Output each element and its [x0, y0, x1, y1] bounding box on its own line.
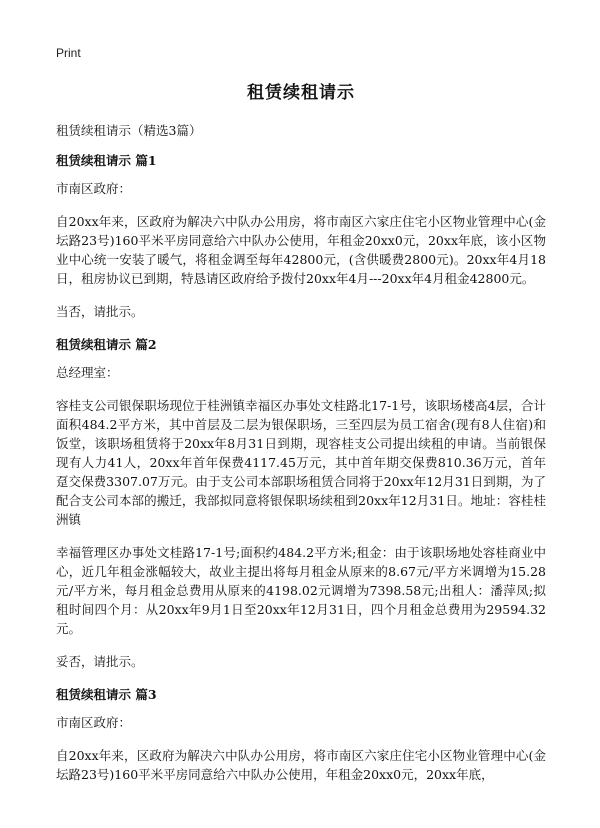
section-3-addressee: 市南区政府： — [56, 715, 132, 730]
section-2-body: 容桂支公司银保职场现位于桂洲镇幸福区办事处文桂路北17-1号，该职场楼高4层，合计面积484.2平方米，其中首层及二层为银保职场，三至四层为员工宿舍(现有8人住宿)和饭堂，该职场租赁将于20xx年8月31日到期，现容桂支公司提出续租的申请。当前银保现有人力41人，20xx年首年保费4117.45万元，其中首年期交保费810.36万元，首年趸交保费3307.07万元。由于支公司本部职场租赁合同将于20xx年12月31日到期，为了配合支公司本部的搬迁，我部拟同意将银保职场续租到20xx年12月31日。地址：容桂桂洲镇 — [56, 398, 546, 527]
print-link[interactable]: Print — [56, 46, 81, 60]
document-title: 租赁续租请示 — [247, 83, 355, 103]
document-subtitle: 租赁续租请示（精选3篇） — [56, 123, 202, 138]
document-content — [56, 78, 546, 798]
section-1-addressee: 市南区政府： — [56, 181, 132, 196]
section-2-body-continued: 幸福管理区办事处文桂路17-1号;面积约484.2平方米;租金：由于该职场地处容桂商业中心，近几年租金涨幅较大，故业主提出将每月租金从原来的8.67元/平方米调增为15.28元/平方米，每月租金总费用从原来的4198.02元调增为7398.58元;出租人：潘萍凤;拟租时间四个月：从20xx年9月1日至20xx年12月31日，四个月租金总费用为29594.32元。 — [56, 545, 546, 636]
section-3-body: 自20xx年来，区政府为解决六中队办公用房，将市南区六家庄住宅小区物业管理中心(金坛路23号)160平米平房同意给六中队办公使用，年租金20xx0元，20xx年底， — [56, 748, 546, 782]
section-heading-3: 租赁续租请示 篇3 — [56, 687, 157, 702]
section-2-addressee: 总经理室： — [56, 365, 119, 380]
section-1-body: 自20xx年来，区政府为解决六中队办公用房，将市南区六家庄住宅小区物业管理中心(金坛路23号)160平米平房同意给六中队办公使用，年租金20xx0元，20xx年底，该小区物业中心统一安装了暖气，将租金调至每年42800元，(含供暖费2800元)。20xx年4月18日，租房协议已到期，特恳请区政府给予拨付20xx年4月---20xx年4月租金42800元。 — [56, 214, 546, 286]
section-2-closing: 妥否，请批示。 — [56, 654, 144, 669]
section-1-closing: 当否，请批示。 — [56, 304, 144, 319]
section-heading-1: 租赁续租请示 篇1 — [56, 153, 157, 168]
section-heading-2: 租赁续租请示 篇2 — [56, 337, 157, 352]
